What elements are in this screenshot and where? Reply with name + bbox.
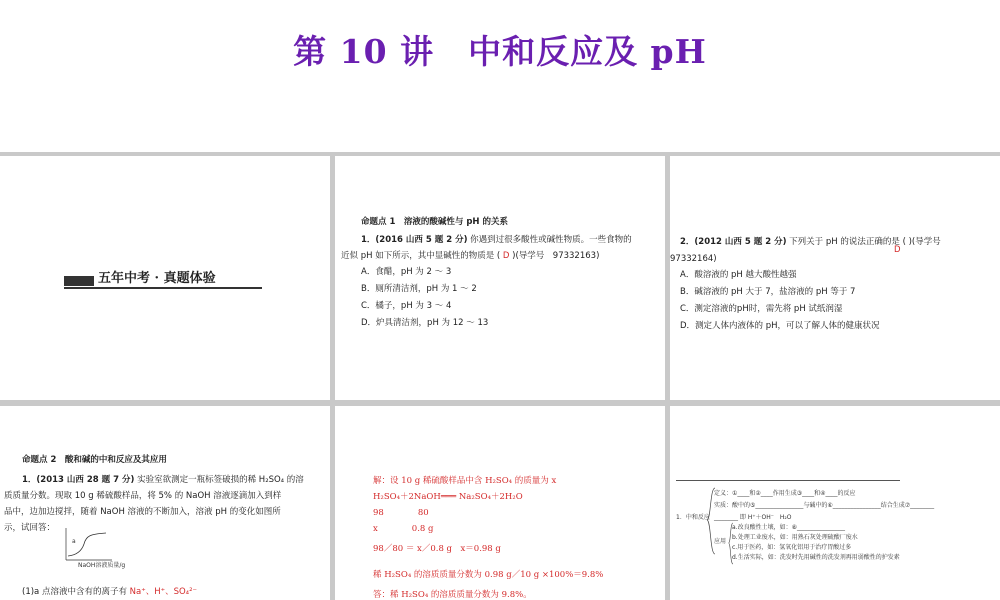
banner-text: 五年中考 · 真题体验 bbox=[98, 271, 216, 286]
option-b: B．厕所清洁剂，pH 为 1 ～ 2 bbox=[361, 284, 477, 294]
question-line bbox=[361, 234, 632, 247]
section-heading: 命题点 1 溶液的酸碱性与 pH 的关系 bbox=[361, 217, 508, 227]
option-a: A．酸溶液的 pH 越大酸性越强 bbox=[680, 270, 797, 280]
solution-line: H₂SO₄＋2NaOH═══ Na₂SO₄＋2H₂O bbox=[373, 492, 523, 502]
mindmap-line: d.生活实际，如：洗发时先用碱性的洗发剂再用弱酸性的护发素 bbox=[732, 554, 900, 561]
slide-panel-1[interactable] bbox=[0, 156, 330, 400]
slide-panel-5[interactable] bbox=[335, 406, 665, 600]
question-text: 示，试回答： bbox=[4, 523, 56, 533]
slide-thumbnail-grid bbox=[0, 152, 1000, 600]
question-text: 下列关于 pH 的说法正确的是 ( bbox=[789, 237, 906, 247]
mindmap-line: c.用于医药，如：氢氧化铝用于治疗胃酸过多 bbox=[732, 544, 852, 551]
mindmap-line: 实质：酸中的⑤________________与碱中的⑥________________结合生成⑦________ bbox=[714, 502, 935, 509]
page-title: 第 10 讲 中和反应及 pH bbox=[293, 32, 707, 71]
solution-line: 稀 H₂SO₄ 的溶质质量分数为 0.98 g／10 g ×100%＝9.8% bbox=[373, 570, 604, 580]
question-id: )(导学号 bbox=[908, 237, 941, 247]
slide-panel-4[interactable] bbox=[0, 406, 330, 600]
question-text: 品中，边加边搅拌，随着 NaOH 溶液的不断加入，溶液 pH 的变化如图所 bbox=[4, 507, 281, 517]
solution-line: 98／80 ＝ x／0.8 g x＝0.98 g bbox=[373, 544, 501, 554]
option-d: D．测定人体内液体的 pH，可以了解人体的健康状况 bbox=[680, 321, 880, 331]
question-text: 质质量分数。现取 10 g 稀硫酸样品，将 5% 的 NaOH 溶液逐滴加入到样 bbox=[4, 491, 282, 501]
mindmap-root: 1．中和反应 bbox=[676, 514, 710, 521]
question-line bbox=[680, 236, 941, 249]
answer-text: Na⁺、H⁺、SO₄²⁻ bbox=[129, 587, 197, 597]
question-text: 你遇到过很多酸性或碱性物质。一些食物的 bbox=[470, 235, 632, 245]
banner-bar-icon bbox=[64, 276, 94, 286]
option-b: B．碱溶液的 pH 大于 7，盐溶液的 pH 等于 7 bbox=[680, 287, 856, 297]
question-label: 2．(2012 山西 5 题 2 分) bbox=[680, 237, 787, 247]
graph-point-label: a bbox=[72, 538, 76, 545]
question-id: )(导学号 97332163) bbox=[512, 251, 600, 261]
slide-panel-2[interactable] bbox=[335, 156, 665, 400]
banner bbox=[64, 267, 262, 289]
option-c: C．测定溶液的pH时，需先将 pH 试纸润湿 bbox=[680, 304, 843, 314]
solution-line: 解：设 10 g 稀硫酸样品中含 H₂SO₄ 的质量为 x bbox=[373, 476, 557, 486]
question-line bbox=[22, 474, 304, 487]
graph-x-axis-label: NaOH溶液质量/g bbox=[78, 562, 126, 569]
question-text: 实验室欲测定一瓶标签破损的稀 H₂SO₄ 的溶 bbox=[137, 475, 304, 485]
mindmap-line: ________ 即 H⁺＋OH⁻ H₂O bbox=[714, 514, 792, 521]
divider bbox=[676, 480, 900, 481]
option-a: A．食醋，pH 为 2 ～ 3 bbox=[361, 267, 452, 277]
banner-underline bbox=[64, 287, 262, 289]
section-heading: 命题点 2 酸和碱的中和反应及其应用 bbox=[22, 455, 167, 465]
mindmap-line: a.改良酸性土壤，如：⑧________________ bbox=[732, 524, 845, 531]
ph-curve-graph bbox=[60, 526, 116, 566]
question-id: 97332164) bbox=[670, 254, 717, 264]
slide-panel-3[interactable] bbox=[670, 156, 1000, 400]
solution-line: x 0.8 g bbox=[373, 524, 434, 534]
slide-header bbox=[0, 0, 1000, 152]
mindmap-line: 定义：①____和②____作用生成③____和④____的反应 bbox=[714, 490, 856, 497]
solution-line: 答：稀 H₂SO₄ 的溶质质量分数为 9.8%。 bbox=[373, 590, 532, 600]
slide-panel-6[interactable] bbox=[670, 406, 1000, 600]
sub-question-text: (1)a 点溶液中含有的离子有 bbox=[22, 587, 127, 597]
question-label: 1．(2016 山西 5 题 2 分) bbox=[361, 235, 468, 245]
answer-text: D bbox=[894, 245, 901, 255]
mindmap-apply: 应用 bbox=[714, 538, 727, 545]
option-d: D．炉具清洁剂，pH 为 12 ～ 13 bbox=[361, 318, 489, 328]
option-c: C．橘子，pH 为 3 ～ 4 bbox=[361, 301, 452, 311]
question-label: 1．(2013 山西 28 题 7 分) bbox=[22, 475, 135, 485]
question-line bbox=[341, 250, 599, 263]
sub-question bbox=[22, 586, 197, 599]
mindmap-line: b.处理工业废水，如：用熟石灰处理硫酸厂废水 bbox=[732, 534, 858, 541]
question-text: 近似 pH 如下所示，其中显碱性的物质是 ( bbox=[341, 251, 501, 261]
solution-line: 98 80 bbox=[373, 508, 429, 518]
answer-text: D bbox=[502, 251, 510, 261]
